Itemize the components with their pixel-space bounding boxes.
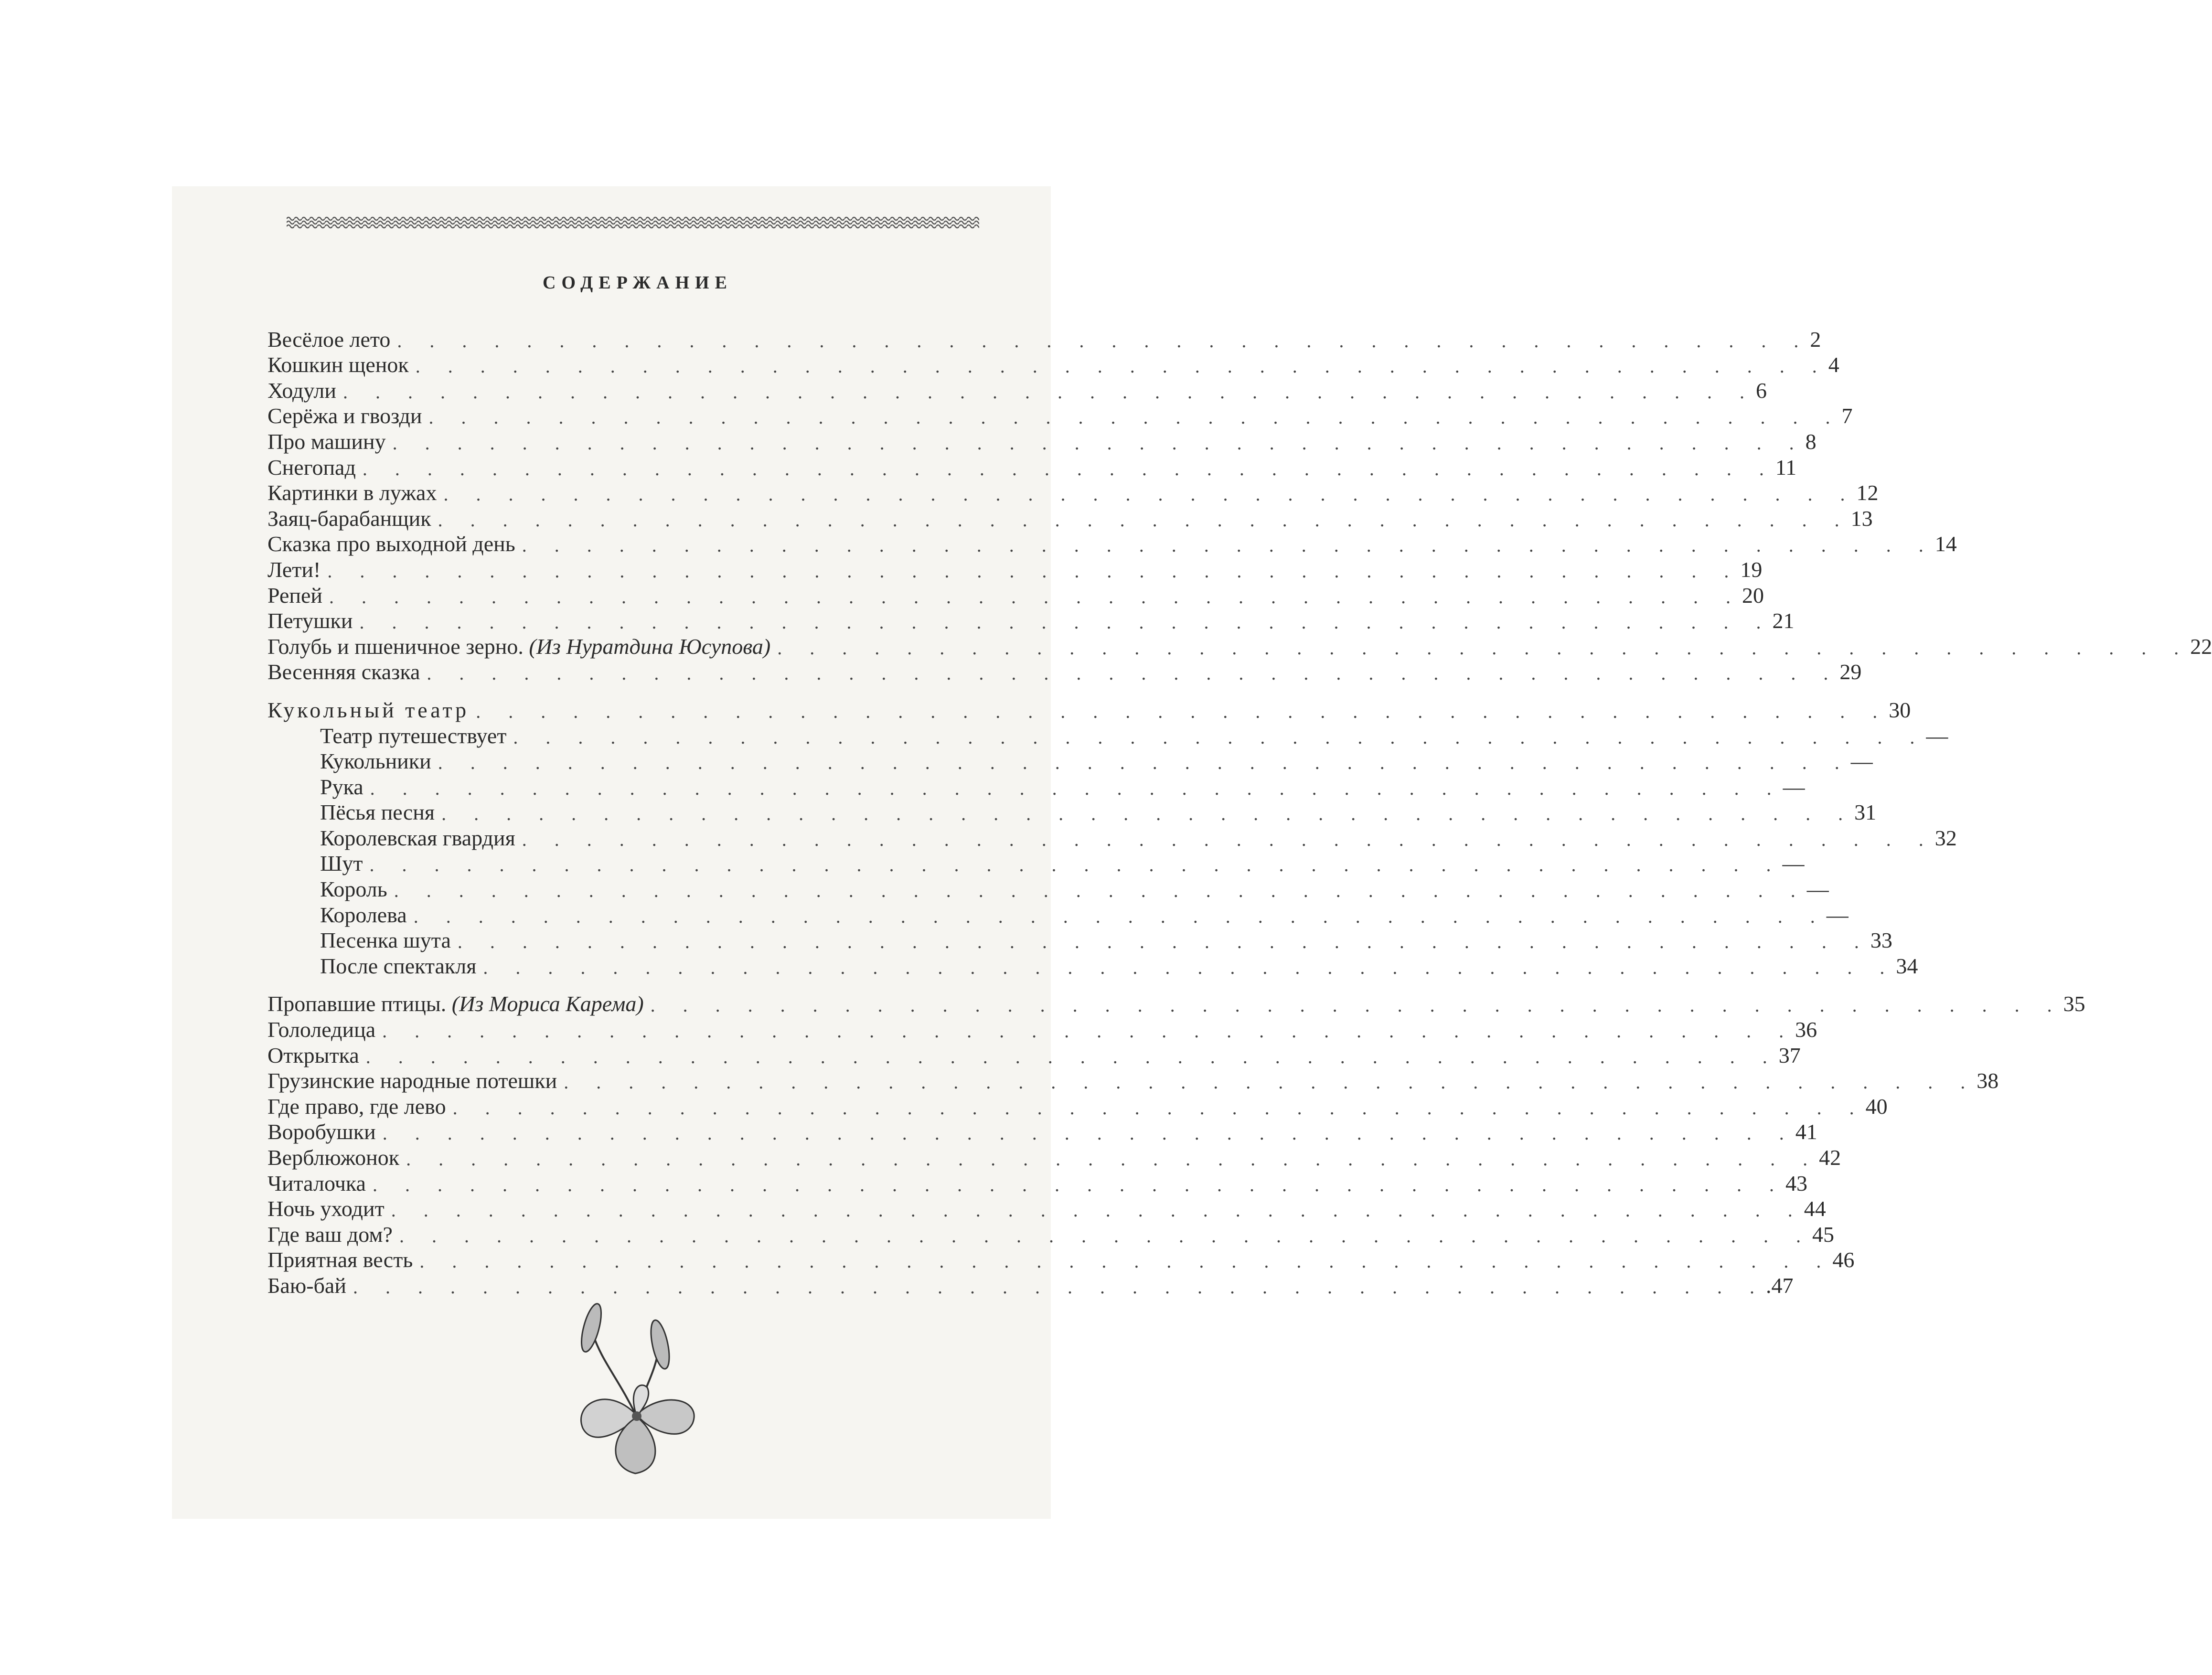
dot-leader: . . . . . . . . . . . . . . . . . . . . . . . . . . . . . . . . . . . . . . . . . . . . <box>362 458 1775 480</box>
toc-subentry[interactable] <box>267 849 1805 876</box>
entry-page: 21 <box>1772 608 1795 633</box>
entry-page: 8 <box>1805 429 1817 454</box>
dot-leader: . . . . . . . . . . . . . . . . . . . . . . . . . . . . . . . . . . . . . . . . . . . . <box>359 611 1773 633</box>
dot-leader: . . . . . . . . . . . . . . . . . . . . . . . . . . . . . . . . . . . . . . . . . . . . <box>476 700 1889 722</box>
entry-note: (Из Нуратдина Юсупова) <box>529 634 771 659</box>
entry-page: 11 <box>1775 455 1797 480</box>
dot-leader: . . . . . . . . . . . . . . . . . . . . . . . . . . . . . . . . . . . . . . . . . . . . <box>406 1148 1819 1170</box>
entry-title: После спектакля <box>320 953 477 978</box>
toc-entry[interactable] <box>267 504 1873 531</box>
dot-leader: . . . . . . . . . . . . . . . . . . . . . . . . . . . . . . . . . . . . . . . . . . . . <box>327 560 1741 582</box>
entry-title: Королевская гвардия <box>320 825 515 850</box>
entry-title: Где право, где лево <box>267 1094 446 1119</box>
entry-page: 12 <box>1856 480 1879 505</box>
dot-leader: . . . . . . . . . . . . . . . . . . . . . . . . . . . . . . . . . . . . . . . . . . . . <box>353 1276 1766 1298</box>
entry-page: — <box>1806 877 1829 902</box>
entry-title: Песенка шута <box>320 928 451 953</box>
toc-entry[interactable] <box>267 1220 1834 1247</box>
dot-leader: . . . . . . . . . . . . . . . . . . . . . . . . . . . . . . . . . . . . . . . . . . . . <box>413 905 1827 927</box>
section-title: Кукольный театр <box>267 697 470 722</box>
entry-page: 31 <box>1854 800 1877 825</box>
entry-page: 33 <box>1870 928 1892 953</box>
entry-title: Кошкин щенок <box>267 352 409 377</box>
entry-title: Баю-бай <box>267 1273 346 1298</box>
toc-subentry[interactable] <box>267 747 1873 774</box>
toc-heading: СОДЕРЖАНИЕ <box>543 273 733 293</box>
toc-subentry[interactable] <box>267 926 1892 953</box>
dot-leader: . . . . . . . . . . . . . . . . . . . . . . . . . . . . . . . . . . . . . . . . . . . . <box>329 586 1742 608</box>
entry-title: Снегопад <box>267 455 356 480</box>
entry-page: 30 <box>1889 697 1911 722</box>
dot-leader: . . . . . . . . . . . . . . . . . . . . . . . . . . . . . . . . . . . . . . . . . . . . <box>564 1071 1977 1093</box>
entry-page: .47 <box>1765 1273 1794 1298</box>
dot-leader: . . . . . . . . . . . . . . . . . . . . . . . . . . . . . . . . . . . . . . . . . . . . <box>513 726 1926 748</box>
toc-list <box>267 325 2212 1298</box>
toc-entry[interactable] <box>267 555 1763 582</box>
toc-entry[interactable] <box>267 632 2212 659</box>
entry-title: Серёжа и гвозди <box>267 404 422 428</box>
entry-title: Королева <box>320 902 407 927</box>
toc-entry[interactable] <box>267 1041 1801 1067</box>
entry-page: 13 <box>1850 506 1873 531</box>
entry-page: 40 <box>1865 1094 1888 1119</box>
toc-entry[interactable] <box>267 1271 1794 1298</box>
entry-page: 19 <box>1740 557 1763 582</box>
entry-page: — <box>1782 851 1805 876</box>
entry-page: 37 <box>1778 1043 1801 1067</box>
entry-page: 41 <box>1795 1120 1817 1144</box>
entry-title: Гололедица <box>267 1017 376 1042</box>
entry-title: Ночь уходит <box>267 1196 385 1221</box>
entry-page: — <box>1850 749 1873 774</box>
dot-leader: . . . . . . . . . . . . . . . . . . . . . . . . . . . . . . . . . . . . . . . . . . . . <box>372 1174 1785 1195</box>
wave-border-icon <box>287 214 979 230</box>
entry-title: Про машину <box>267 429 386 454</box>
entry-page: 22 <box>2190 634 2212 659</box>
toc-entry[interactable] <box>267 1195 1826 1221</box>
entry-page: — <box>1826 902 1849 927</box>
entry-page: 43 <box>1785 1171 1807 1195</box>
toc-entry[interactable] <box>267 427 1817 454</box>
entry-title: Кукольники <box>320 749 431 774</box>
dot-leader: . . . . . . . . . . . . . . . . . . . . . . . . . . . . . . . . . . . . . . . . . . . . <box>382 1122 1795 1144</box>
dot-leader: . . . . . . . . . . . . . . . . . . . . . . . . . . . . . . . . . . . . . . . . . . . . <box>392 432 1806 454</box>
entry-title: Грузинские народные потешки <box>267 1068 557 1093</box>
toc-entry[interactable] <box>267 1015 1817 1042</box>
dot-leader: . . . . . . . . . . . . . . . . . . . . . . . . . . . . . . . . . . . . . . . . . . . . <box>483 956 1896 978</box>
entry-title: Петушки <box>267 608 353 633</box>
dot-leader: . . . . . . . . . . . . . . . . . . . . . . . . . . . . . . . . . . . . . . . . . . . . <box>399 1225 1812 1247</box>
dot-leader: . . . . . . . . . . . . . . . . . . . . . . . . . . . . . . . . . . . . . . . . . . . . <box>394 880 1807 902</box>
entry-page: 29 <box>1839 660 1862 684</box>
dot-leader: . . . . . . . . . . . . . . . . . . . . . . . . . . . . . . . . . . . . . . . . . . . . <box>522 534 1935 556</box>
flower-icon <box>545 1304 726 1485</box>
entry-page: 20 <box>1742 583 1764 608</box>
dot-leader: . . . . . . . . . . . . . . . . . . . . . . . . . . . . . . . . . . . . . . . . . . . . <box>397 330 1810 352</box>
toc-subentry[interactable] <box>267 798 1877 825</box>
toc-section[interactable] <box>267 695 1911 722</box>
toc-entry[interactable] <box>267 1067 1999 1093</box>
dot-leader: . . . . . . . . . . . . . . . . . . . . . . . . . . . . . . . . . . . . . . . . . . . . <box>438 752 1851 774</box>
dot-leader: . . . . . . . . . . . . . . . . . . . . . . . . . . . . . . . . . . . . . . . . . . . . <box>428 406 1842 428</box>
entry-page: 7 <box>1841 404 1853 428</box>
toc-entry[interactable] <box>267 325 1821 352</box>
entry-title: Сказка про выходной день <box>267 532 515 556</box>
toc-entry[interactable] <box>267 402 1853 428</box>
entry-page: 4 <box>1828 352 1839 377</box>
entry-page: 2 <box>1810 327 1821 352</box>
toc-entry[interactable] <box>267 1169 1807 1195</box>
dot-leader: . . . . . . . . . . . . . . . . . . . . . . . . . . . . . . . . . . . . . . . . . . . . <box>438 509 1851 531</box>
toc-entry[interactable] <box>267 658 1862 684</box>
dot-leader: . . . . . . . . . . . . . . . . . . . . . . . . . . . . . . . . . . . . . . . . . . . . <box>777 637 2191 659</box>
entry-page: 36 <box>1795 1017 1817 1042</box>
entry-page: 34 <box>1896 953 1918 978</box>
entry-title: Рука <box>320 774 363 799</box>
dot-leader: . . . . . . . . . . . . . . . . . . . . . . . . . . . . . . . . . . . . . . . . . . . . <box>415 355 1828 377</box>
entry-title: Голубь и пшеничное зерно. (Из Нуратдина Юсупова) <box>267 634 771 659</box>
toc-entry[interactable] <box>267 453 1797 480</box>
ornament-border <box>287 214 979 230</box>
entry-page: 32 <box>1934 825 1957 850</box>
toc-entry[interactable] <box>267 351 1839 377</box>
toc-entry[interactable] <box>267 1246 1855 1272</box>
dot-leader: . . . . . . . . . . . . . . . . . . . . . . . . . . . . . . . . . . . . . . . . . . . . <box>427 662 1840 684</box>
toc-entry[interactable] <box>267 1143 1841 1170</box>
entry-page: 44 <box>1804 1196 1826 1221</box>
dot-leader: . . . . . . . . . . . . . . . . . . . . . . . . . . . . . . . . . . . . . . . . . . . . <box>369 854 1783 876</box>
entry-title: Король <box>320 877 387 902</box>
entry-page: 46 <box>1832 1248 1855 1272</box>
toc-subentry[interactable] <box>267 721 1948 748</box>
dot-leader: . . . . . . . . . . . . . . . . . . . . . . . . . . . . . . . . . . . . . . . . . . . . <box>382 1020 1795 1042</box>
toc-entry[interactable] <box>267 990 2085 1016</box>
toc-subentry[interactable] <box>267 823 1957 850</box>
entry-title: Воробушки <box>267 1120 376 1144</box>
entry-title: Заяц-барабанщик <box>267 506 431 531</box>
entry-page: 42 <box>1819 1145 1841 1170</box>
entry-title: Верблюжонок <box>267 1145 400 1170</box>
entry-title: Репей <box>267 583 323 608</box>
toc-entry[interactable] <box>267 376 1767 403</box>
entry-title: Приятная весть <box>267 1248 413 1272</box>
dot-leader: . . . . . . . . . . . . . . . . . . . . . . . . . . . . . . . . . . . . . . . . . . . . <box>342 381 1756 403</box>
entry-title: Ходули <box>267 378 336 403</box>
entry-page: 14 <box>1934 532 1957 556</box>
toc-entry[interactable] <box>267 1092 1888 1119</box>
entry-page: 45 <box>1812 1222 1834 1247</box>
entry-title: Театр путешествует <box>320 723 507 748</box>
dot-leader: . . . . . . . . . . . . . . . . . . . . . . . . . . . . . . . . . . . . . . . . . . . . <box>522 828 1935 850</box>
entry-title: Лети! <box>267 557 321 582</box>
entry-title: Пёсья песня <box>320 800 435 825</box>
entry-title: Открытка <box>267 1043 359 1067</box>
toc-entry[interactable] <box>267 607 1795 633</box>
entry-title: Где ваш дом? <box>267 1222 393 1247</box>
toc-subentry[interactable] <box>267 772 1805 799</box>
dot-leader: . . . . . . . . . . . . . . . . . . . . . . . . . . . . . . . . . . . . . . . . . . . . <box>457 931 1870 953</box>
dot-leader: . . . . . . . . . . . . . . . . . . . . . . . . . . . . . . . . . . . . . . . . . . . . <box>419 1250 1833 1272</box>
entry-page: — <box>1783 774 1805 799</box>
entry-title: Пропавшие птицы. (Из Мориса Карема) <box>267 992 644 1016</box>
entry-title: Весенняя сказка <box>267 660 420 684</box>
toc-entry[interactable] <box>267 581 1764 608</box>
toc-entry[interactable] <box>267 1118 1817 1144</box>
dot-leader: . . . . . . . . . . . . . . . . . . . . . . . . . . . . . . . . . . . . . . . . . . . . <box>452 1097 1866 1119</box>
dot-leader: . . . . . . . . . . . . . . . . . . . . . . . . . . . . . . . . . . . . . . . . . . . . <box>441 803 1855 825</box>
entry-page: 6 <box>1755 378 1767 403</box>
entry-note: (Из Мориса Карема) <box>451 992 644 1016</box>
toc-subentry[interactable] <box>267 900 1849 927</box>
toc-subentry[interactable] <box>267 951 1918 978</box>
dot-leader: . . . . . . . . . . . . . . . . . . . . . . . . . . . . . . . . . . . . . . . . . . . . <box>391 1199 1804 1221</box>
entry-title: Картинки в лужах <box>267 480 437 505</box>
entry-page: — <box>1926 723 1948 748</box>
entry-title: Шут <box>320 851 363 876</box>
dot-leader: . . . . . . . . . . . . . . . . . . . . . . . . . . . . . . . . . . . . . . . . . . . . <box>443 483 1857 505</box>
entry-title: Читалочка <box>267 1171 366 1195</box>
flower-illustration <box>545 1304 726 1485</box>
dot-leader: . . . . . . . . . . . . . . . . . . . . . . . . . . . . . . . . . . . . . . . . . . . . <box>650 994 2063 1016</box>
dot-leader: . . . . . . . . . . . . . . . . . . . . . . . . . . . . . . . . . . . . . . . . . . . . <box>365 1046 1779 1067</box>
entry-page: 35 <box>2063 992 2085 1016</box>
dot-leader: . . . . . . . . . . . . . . . . . . . . . . . . . . . . . . . . . . . . . . . . . . . . <box>370 777 1783 799</box>
toc-entry[interactable] <box>267 479 1879 505</box>
toc-subentry[interactable] <box>267 875 1829 902</box>
toc-entry[interactable] <box>267 530 1957 556</box>
entry-page: 38 <box>1977 1068 1999 1093</box>
entry-title: Весёлое лето <box>267 327 391 352</box>
